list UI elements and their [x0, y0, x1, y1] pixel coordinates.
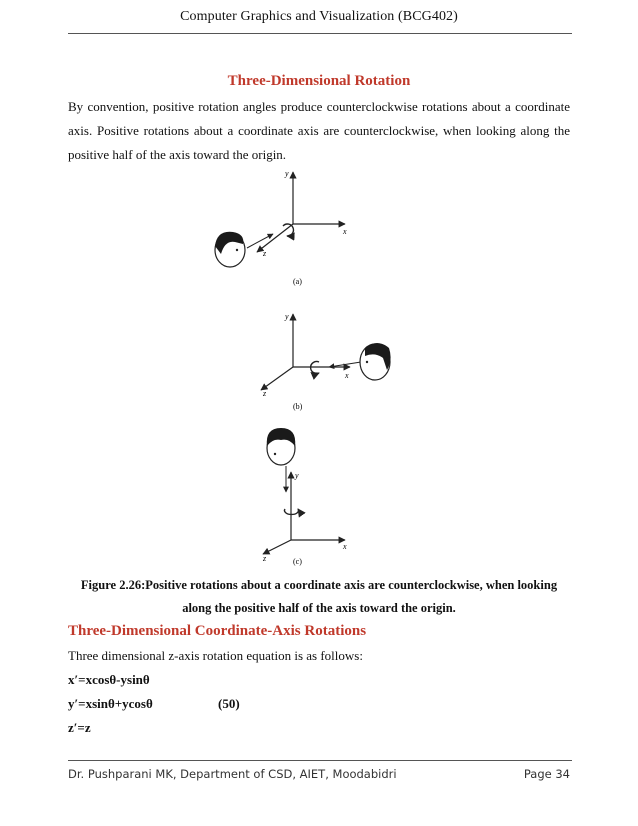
- figure-caption-line-2: along the positive half of the axis toward the origin.: [182, 601, 456, 615]
- figure-panel-b: [261, 312, 391, 411]
- equation-x: x′=xcosθ-ysinθ: [68, 672, 150, 687]
- panel-label-c: (c): [293, 557, 302, 566]
- view-arrow-icon-a: [247, 234, 273, 248]
- equation-number: (50): [218, 696, 240, 711]
- figure-panel-a: [215, 169, 347, 286]
- axis-label-z-c: z: [263, 554, 267, 563]
- axis-label-y-b: y: [285, 312, 289, 321]
- section-heading-3d-rotation: Three-Dimensional Rotation: [227, 73, 411, 89]
- z-axis-a: [257, 224, 293, 252]
- footer-page-number: Page 34: [523, 767, 570, 781]
- view-arrow-icon-b: [329, 362, 361, 367]
- viewer-head-icon-b: [360, 343, 391, 380]
- axis-label-x-a: x: [343, 227, 347, 236]
- axis-label-y-a: y: [285, 169, 289, 178]
- panel-label-b: (b): [293, 402, 303, 411]
- footer-rule: [68, 760, 572, 761]
- equation-z: z′=z: [68, 720, 91, 735]
- figure-panel-c: [262, 428, 347, 566]
- axis-label-z-b: z: [263, 389, 267, 398]
- axis-label-x-c: x: [343, 542, 347, 551]
- footer-author: Dr. Pushparani MK, Department of CSD, AIET, Moodabidri: [68, 767, 397, 781]
- z-axis-intro: Three dimensional z-axis rotation equation is as follows:: [68, 648, 363, 663]
- axis-label-y-c: y: [295, 471, 299, 480]
- rotation-figure: [205, 162, 435, 567]
- rotation-paragraph: By convention, positive rotation angles produce counterclockwise rotations about a coordinate axis. Positive rotations about a coordinate axis are counterclockwise, when looking along the positive half of the axis toward the origin.: [68, 99, 570, 162]
- page-header: Computer Graphics and Visualization (BCG402): [180, 9, 458, 24]
- header-rule: [68, 33, 572, 34]
- equation-y: y′=xsinθ+ycosθ: [68, 696, 153, 711]
- z-axis-c: [263, 540, 291, 554]
- axis-label-x-b: x: [345, 371, 349, 380]
- section-heading-coordinate-axis-rotations: Three-Dimensional Coordinate-Axis Rotations: [68, 623, 367, 639]
- viewer-head-icon-a: [215, 232, 245, 267]
- z-axis-b: [261, 367, 293, 390]
- axis-label-z-a: z: [263, 249, 267, 258]
- viewer-head-icon-c: [267, 428, 295, 465]
- figure-caption-line-1: Figure 2.26:Positive rotations about a coordinate axis are counterclockwise, when looking: [80, 578, 558, 592]
- panel-label-a: (a): [293, 277, 302, 286]
